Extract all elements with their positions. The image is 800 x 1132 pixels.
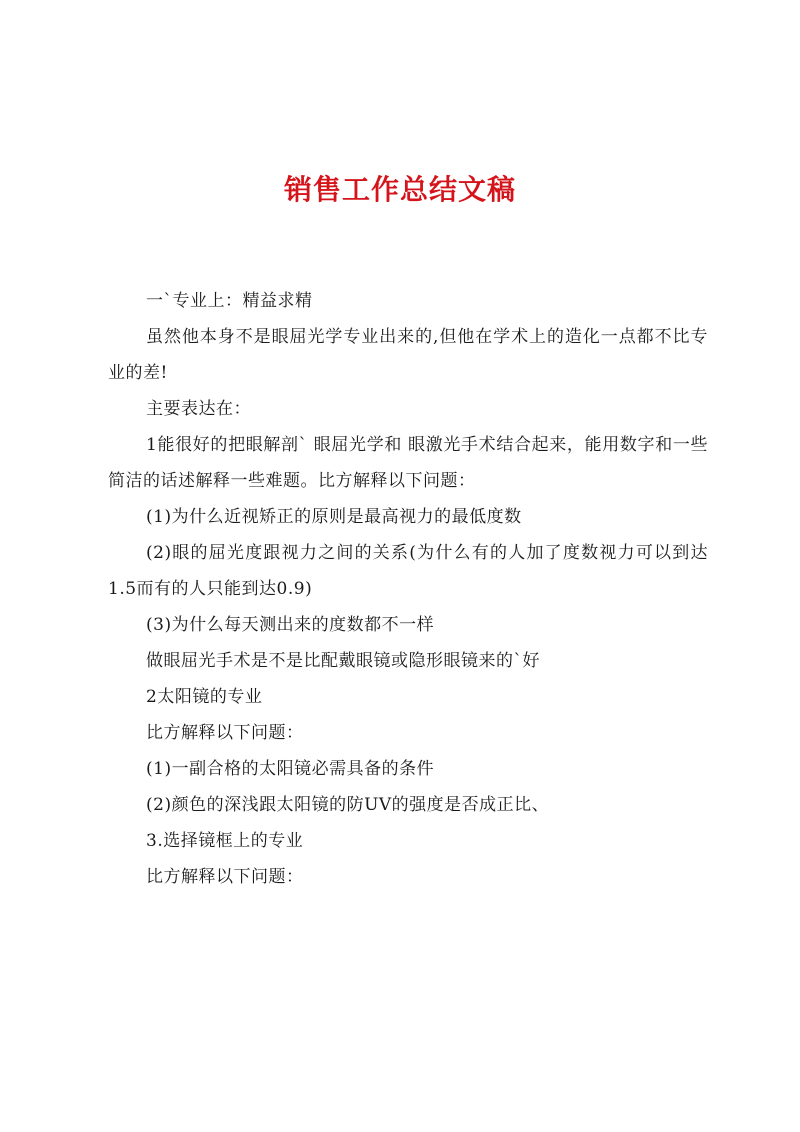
paragraph-question-3: (3)为什么每天测出来的度数都不一样 xyxy=(146,615,435,635)
paragraph-frames-heading: 3.选择镜框上的专业 xyxy=(146,831,304,851)
paragraph-academic: 虽然他本身不是眼屈光学专业出来的,但他在学术上的造化一点都不比专业的差! xyxy=(108,327,708,383)
document-body xyxy=(108,283,708,895)
paragraph-sunglasses-intro: 比方解释以下问题： xyxy=(146,723,304,743)
paragraph-sunglasses-heading: 2太阳镜的专业 xyxy=(146,687,263,707)
paragraph-sunglasses-q2: (2)颜色的深浅跟太阳镜的防UV的强度是否成正比、 xyxy=(146,795,550,815)
paragraph-main-points: 主要表达在： xyxy=(146,399,251,419)
paragraph-sunglasses-q1: (1)一副合格的太阳镜必需具备的条件 xyxy=(146,759,435,779)
paragraph-surgery: 做眼屈光手术是不是比配戴眼镜或隐形眼镜来的`好 xyxy=(146,651,540,671)
paragraph-point-1: 1能很好的把眼解剖` 眼屈光学和 眼激光手术结合起来，能用数字和一些简洁的话述解释一些难题。比方解释以下问题： xyxy=(108,435,708,491)
paragraph-professional-heading: 一`专业上：精益求精 xyxy=(146,291,313,311)
paragraph-frames-intro: 比方解释以下问题： xyxy=(146,867,304,887)
document-title: 销售工作总结文稿 xyxy=(283,173,516,206)
paragraph-question-2: (2)眼的屈光度跟视力之间的关系(为什么有的人加了度数视力可以到达1.5而有的人只能到达0.9) xyxy=(108,543,708,599)
paragraph-question-1: (1)为什么近视矫正的原则是最高视力的最低度数 xyxy=(146,507,522,527)
